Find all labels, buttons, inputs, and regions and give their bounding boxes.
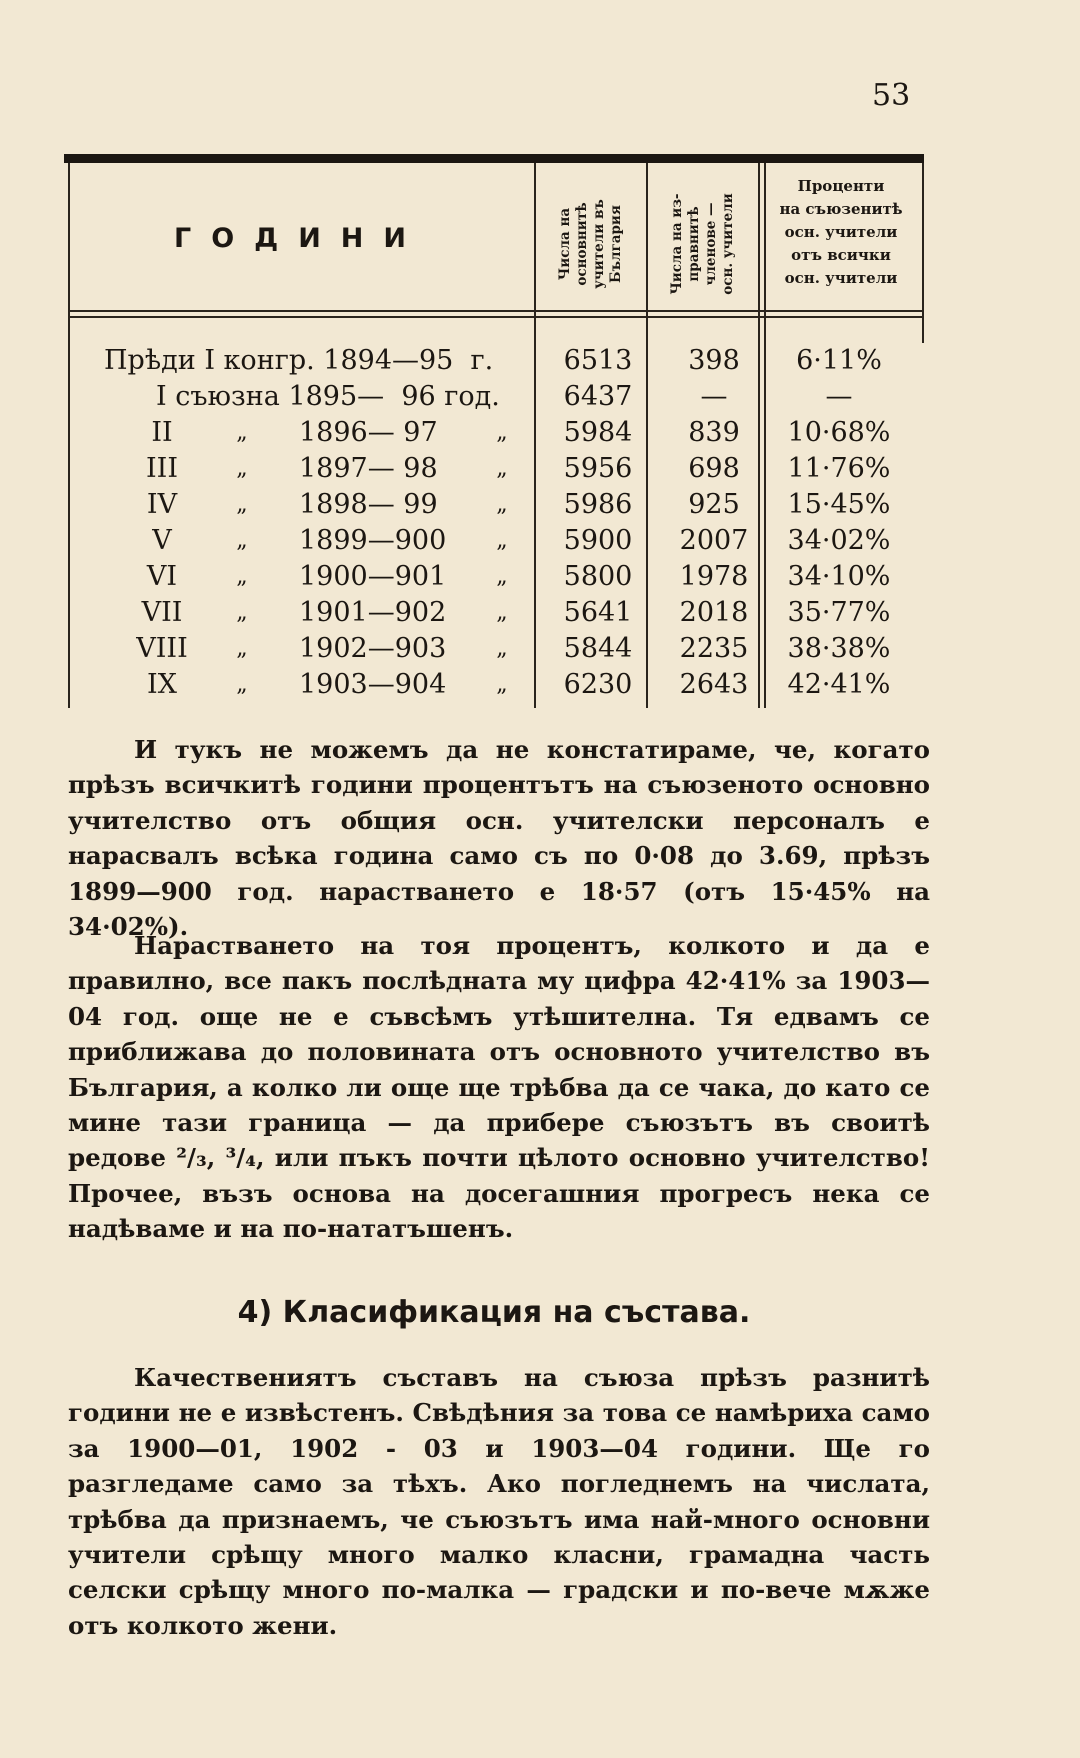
row-members: 2235 xyxy=(679,633,749,664)
ditto-mark: „ xyxy=(236,564,248,589)
row-members: 1978 xyxy=(679,561,749,592)
ditto-mark: „ xyxy=(236,636,248,661)
paragraph-2: Нарастването на тоя процентъ, колкото и да е правилно, все пакъ послѣдната му цифра 42·41% за 1903—04 год. още не е съвсѣмъ утѣшителна. Тя едвамъ се приближава до половината отъ основното учителство въ България, а колко ли още ще трѣбва да се чака, до като се мине тази граница — да прибере съюзътъ въ своитѣ редове ²/₃, ³/₄, или пъкъ почти цѣлото основно учителство! Прочее, възъ основа на досегашния прогресъ нека се надѣваме и на по-нататъшенъ. xyxy=(68,931,930,1244)
table-row xyxy=(64,343,924,379)
paragraph-3: Качествениятъ съставъ на съюза прѣзъ разнитѣ години не е извѣстенъ. Свѣдѣния за това се намѣриха само за 1900—01, 1902 - 03 и 1903—04 години. Ще го разгледаме само за тѣхъ. Ако погледнемъ на числата, трѣбва да признаемъ, че съюзътъ има най-много основни учители срѣщу много малко класни, грамадна часть селски срѣщу много по-малка — градски и по-вече мѫже отъ колкото жени. xyxy=(68,1363,930,1640)
ditto-mark: „ xyxy=(236,420,248,445)
ditto-mark: „ xyxy=(496,456,508,481)
statistics-table xyxy=(64,163,924,708)
total-teachers-header-text: Числа на основнитѣ учители въ България xyxy=(557,199,624,289)
row-members: 925 xyxy=(688,489,740,520)
row-years: 1902—903 xyxy=(299,633,447,664)
ditto-mark: „ xyxy=(236,456,248,481)
ditto-mark: „ xyxy=(236,528,248,553)
header-rule xyxy=(68,316,924,318)
ditto-mark: „ xyxy=(496,600,508,625)
row-years: 1898— 99 xyxy=(299,489,438,520)
table-row xyxy=(64,523,924,559)
row-percent: 11·76% xyxy=(787,453,891,484)
table-row xyxy=(64,667,924,703)
row-total: 5800 xyxy=(563,561,633,592)
row-total: 5641 xyxy=(563,597,633,628)
row-percent: 10·68% xyxy=(787,417,891,448)
table-row xyxy=(64,451,924,487)
ditto-mark: „ xyxy=(236,672,248,697)
row-total: 5956 xyxy=(563,453,633,484)
row-label: Прѣди I конгр. 1894—95 г. xyxy=(104,345,494,376)
section-title: 4) Класификация на състава. xyxy=(237,1295,751,1330)
row-years: 1901—902 xyxy=(299,597,447,628)
percent-header: Проценти на съюзенитѣ осн. учители отъ всички осн. учители xyxy=(779,177,903,287)
row-roman: IV xyxy=(146,489,178,520)
table-row xyxy=(64,415,924,451)
row-percent: 34·02% xyxy=(787,525,891,556)
row-percent: 35·77% xyxy=(787,597,891,628)
row-total: 6513 xyxy=(563,345,633,376)
row-roman: V xyxy=(152,525,172,556)
row-label: I съюзна 1895— 96 год. xyxy=(156,381,500,412)
row-roman: III xyxy=(146,453,178,484)
row-roman: VII xyxy=(141,597,183,628)
row-members: 398 xyxy=(688,345,740,376)
row-percent: — xyxy=(825,381,853,412)
table-row xyxy=(64,379,924,415)
row-percent: 38·38% xyxy=(787,633,891,664)
ditto-mark: „ xyxy=(496,492,508,517)
table-row xyxy=(64,595,924,631)
page-number: 53 xyxy=(872,78,911,113)
row-total: 5844 xyxy=(563,633,633,664)
table-row xyxy=(64,559,924,595)
row-roman: II xyxy=(151,417,173,448)
ditto-mark: „ xyxy=(236,600,248,625)
ditto-mark: „ xyxy=(496,564,508,589)
row-members: 2643 xyxy=(679,669,749,700)
row-years: 1899—900 xyxy=(299,525,447,556)
ditto-mark: „ xyxy=(496,672,508,697)
row-total: 6230 xyxy=(563,669,633,700)
row-percent: 34·10% xyxy=(787,561,891,592)
total-teachers-header xyxy=(538,169,644,319)
row-members: 2007 xyxy=(679,525,749,556)
members-header-text: Числа на из- правнитѣ членове — осн. учители xyxy=(669,193,736,295)
ditto-mark: „ xyxy=(236,492,248,517)
row-years: 1903—904 xyxy=(299,669,447,700)
row-members: — xyxy=(700,381,728,412)
ditto-mark: „ xyxy=(496,420,508,445)
row-total: 6437 xyxy=(563,381,633,412)
row-total: 5986 xyxy=(563,489,633,520)
header-rule xyxy=(68,310,924,312)
row-roman: VIII xyxy=(136,633,188,664)
table-row xyxy=(64,487,924,523)
row-total: 5900 xyxy=(563,525,633,556)
row-roman: VI xyxy=(146,561,178,592)
ditto-mark: „ xyxy=(496,636,508,661)
members-header xyxy=(650,169,756,319)
top-rule xyxy=(64,154,924,163)
years-header: ГОДИНИ xyxy=(174,223,426,254)
row-percent: 15·45% xyxy=(787,489,891,520)
row-years: 1900—901 xyxy=(299,561,447,592)
row-total: 5984 xyxy=(563,417,633,448)
row-years: 1897— 98 xyxy=(299,453,438,484)
row-members: 839 xyxy=(688,417,740,448)
row-members: 698 xyxy=(688,453,740,484)
row-members: 2018 xyxy=(679,597,749,628)
row-percent: 6·11% xyxy=(796,345,882,376)
paragraph-1: И тукъ не можемъ да не констатираме, че, когато прѣзъ всичкитѣ години процентътъ на съюзеното основно учителство отъ общия осн. учителски персоналъ е нарасвалъ всѣка година само съ по 0·08 до 3.69, прѣзъ 1899—900 год. нарастването е 18·57 (отъ 15·45% на 34·02%). xyxy=(68,735,930,942)
row-years: 1896— 97 xyxy=(299,417,438,448)
ditto-mark: „ xyxy=(496,528,508,553)
table-row xyxy=(64,631,924,667)
row-percent: 42·41% xyxy=(787,669,891,700)
row-roman: IX xyxy=(147,669,177,700)
